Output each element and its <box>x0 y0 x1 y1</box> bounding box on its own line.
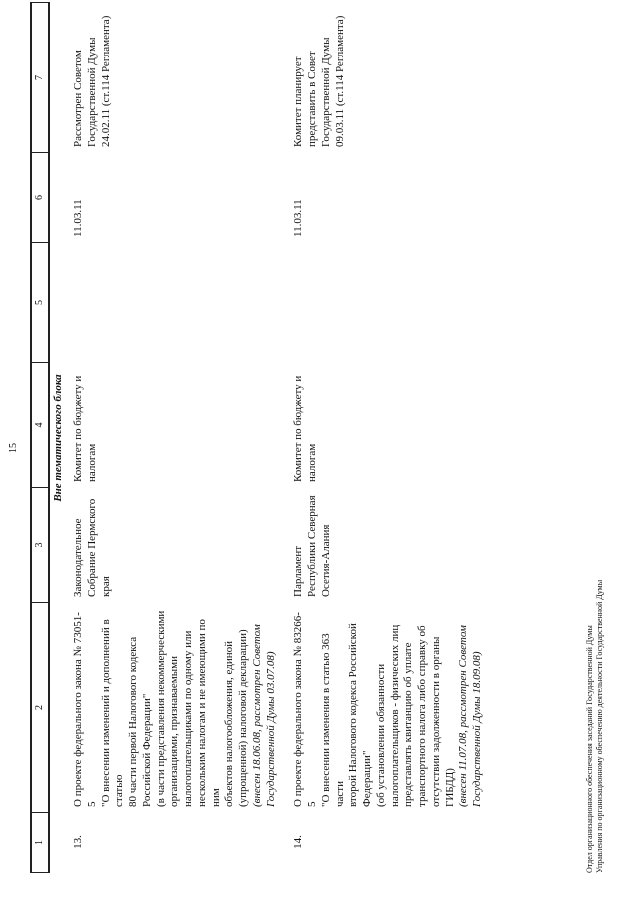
footer <box>585 580 606 873</box>
column-header: 5 <box>31 243 49 363</box>
committee: Комитет по бюджету и налогам <box>292 375 318 482</box>
bill-title-line: (в части представления некоммерческими <box>154 610 167 807</box>
bills-table-body <box>72 3 499 873</box>
bill-title-line: организациями, признаваемыми <box>168 656 181 807</box>
bill-title <box>292 603 499 813</box>
date: 11.03.11 <box>292 199 305 237</box>
column-header: 1 <box>31 813 49 873</box>
column-header: 6 <box>31 153 49 243</box>
bill-title-line: "О внесении изменений и дополнений в статью <box>99 619 126 807</box>
bill-title-line: Федерации" <box>361 750 373 807</box>
bill-title-line: транспортного налога либо справку об <box>416 625 428 807</box>
bill-title-line: налогоплательщиками по одному или <box>182 630 194 807</box>
column-header: 2 <box>31 603 49 813</box>
column-header-table <box>30 2 50 873</box>
initiator: Законодательное Собрание Пермского края <box>72 498 112 597</box>
initiator: Парламент Республики Северная Осетия-Алания <box>292 495 332 597</box>
date: 11.03.11 <box>72 199 84 237</box>
section-title: Вне тематического блока <box>52 374 64 502</box>
row-number: 14. <box>292 835 305 849</box>
status: Рассмотрен Советом Государственной Думы 24.02.11 (ст.114 Регламента) <box>72 15 112 147</box>
bill-note-line: Государственной Думы 03.07.08) <box>264 651 277 807</box>
bill-title-line: (упрощенной) налоговой декларации) <box>237 629 249 807</box>
committee: Комитет по бюджету и налогам <box>72 375 98 482</box>
table-row <box>292 3 499 873</box>
footer-line: Управления по организационному обеспечению деятельности Государственной Думы <box>595 579 605 873</box>
footer-line: Отдел организационного обеспечения заседаний Государственной Думы <box>585 625 594 873</box>
bills-table <box>72 3 499 873</box>
bill-title-line: 80 части первой Налогового кодекса <box>127 636 139 807</box>
bill-title-line: "О внесении изменения в статью 363 части <box>319 633 346 807</box>
bill-title-line: второй Налогового кодекса Российской <box>347 623 360 807</box>
bill-note-line: Государственной Думы 18.09.08) <box>471 651 483 807</box>
status: Комитет планирует представить в Совет Государственной Думы 09.03.11 (ст.114 Регламента) <box>292 15 346 147</box>
bill-title-line: Российской Федерации" <box>140 693 153 807</box>
bill-title-line: налогоплательщиков - физических лиц <box>388 624 401 807</box>
bill-title-line: О проекте федерального закона № 73051-5 <box>72 612 98 807</box>
column-5 <box>292 243 499 363</box>
bill-title-line: отсутствии задолженности в органы ГИБДД) <box>429 636 456 807</box>
column-header: 7 <box>31 3 49 153</box>
page-number: 15 <box>8 443 19 453</box>
row-number: 13. <box>72 835 84 849</box>
bill-title-line: объектов налогообложения, единой <box>223 641 236 807</box>
table-row <box>72 3 292 873</box>
bill-title-line: (об установлении обязанности <box>374 663 387 807</box>
bill-note-line: (внесен 11.07.08, рассмотрен Советом <box>457 625 470 807</box>
bill-title-line: представлять квитанцию об уплате <box>402 642 415 807</box>
column-header: 3 <box>31 488 49 603</box>
bill-title-line: нескольким налогам и не имеющими по ним <box>195 619 222 807</box>
bill-title-line: О проекте федерального закона № 83266-5 <box>292 612 318 807</box>
column-5 <box>72 243 292 363</box>
bill-title <box>72 603 292 813</box>
column-header: 4 <box>31 363 49 488</box>
bill-note-line: (внесен 18.06.08, рассмотрен Советом <box>250 624 263 807</box>
